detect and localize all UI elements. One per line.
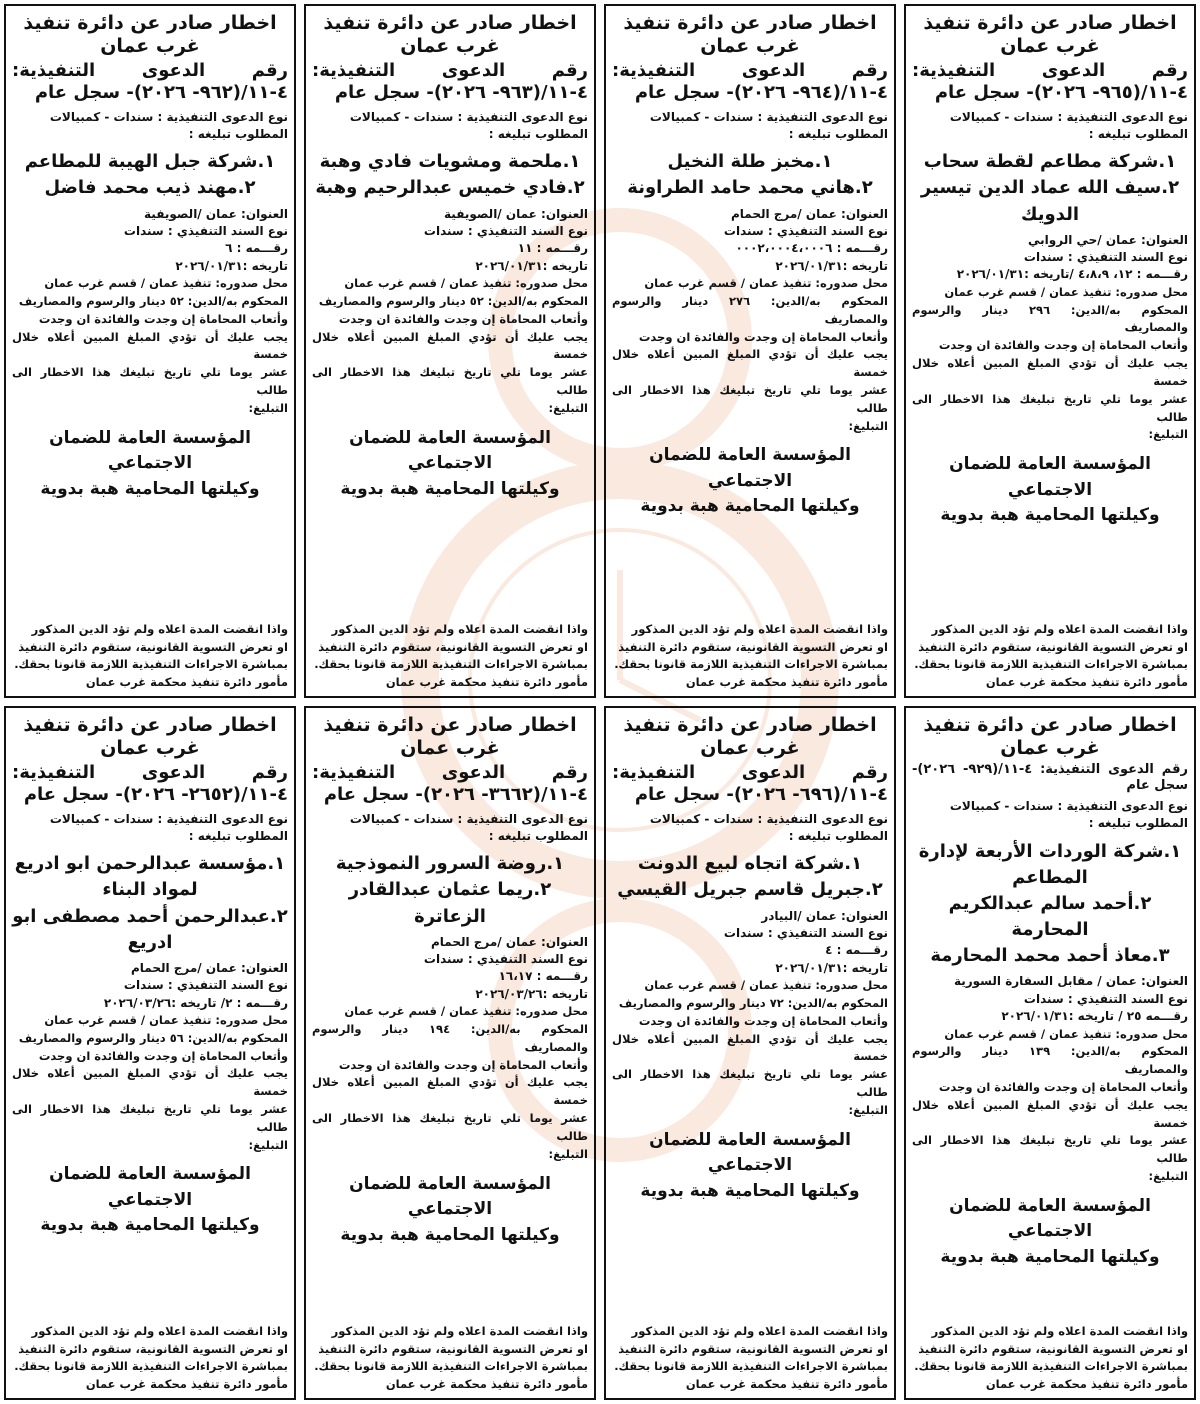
party-name: ١.شركة الوردات الأربعة لإدارة المطاعم [918,840,1182,888]
notice-closing [12,1323,288,1394]
bond-number: رقـــمه ٢٥ / تاريخه :٢٠٢٦/٠١/٣١ [1001,1009,1188,1024]
address: العنوان: عمان / مقابل السفارة السورية [953,974,1188,989]
parties-list [912,149,1188,227]
notice-body [612,977,888,1120]
case-number: رقم الدعوى التنفيذية: ٤-١١/(٩٢٩- ٢٠٢٦)- سجل عام [912,761,1188,793]
notice-title: اخطار صادر عن دائرة تنفيذ غرب عمان [23,714,277,759]
closing-line: او تعرض التسوية القانونية، ستقوم دائرة التنفيذ [18,639,288,654]
bond-date: تاريخه :٢٠٢٦/٠١/٣١ [775,960,888,975]
party-name: ٢.مهند ذيب محمد فاضل [44,177,256,199]
issue-place: محل صدوره: تنفيذ عمان / قسم غرب عمان [644,978,888,993]
notice-title: اخطار صادر عن دائرة تنفيذ غرب عمان [623,12,877,57]
issue-place: محل صدوره: تنفيذ عمان / قسم غرب عمان [344,276,588,291]
debt-amount: المحكوم به/الدين: ٥٢ دينار والرسوم والمصاريف [318,293,588,308]
notice-closing [912,621,1188,692]
requester-label: التبليغ: [548,400,588,415]
closing-line: بمباشرة الاجراءات التنفيذية اللازمة قانونا بحقك. [614,1359,888,1374]
debt-amount: المحكوم به/الدين: ١٣٩ دينار والرسوم والمصاريف [912,1044,1188,1077]
address: العنوان: عمان /الصويفية [444,206,588,221]
debt-amount: المحكوم به/الدين: ٥٦ دينار والرسوم والمصاريف [18,1030,288,1045]
notice-body [612,275,888,435]
case-type: نوع الدعوى التنفيذية : سندات - كمبيالات [349,811,588,826]
notice-closing [612,1323,888,1394]
bond-type: نوع السند التنفيذي : سندات [123,223,288,238]
case-number: رقم الدعوى التنفيذية: ٤-١١/(٩٦٥- ٢٠٢٦)- سجل عام [912,59,1188,104]
bond-number: رقـــمه : ٤ [825,943,888,958]
signature: مأمور دائرة تنفيذ محكمة غرب عمان [385,675,588,690]
signature: مأمور دائرة تنفيذ محكمة غرب عمان [85,675,288,690]
case-number: رقم الدعوى التنفيذية: ٤-١١/(٦٩٦- ٢٠٢٦)- سجل عام [612,761,888,806]
requester-label: التبليغ: [848,1102,888,1117]
address: العنوان: عمان /حي الروابي [1028,232,1188,247]
notice-closing [312,621,588,692]
obligation-line: يجب عليك أن تؤدي المبلغ المبين أعلاه خلال خمسة [312,329,588,362]
notice-card [604,706,896,1400]
requester-label: التبليغ: [1148,1169,1188,1184]
closing-line: واذا انقضت المدة اعلاه ولم تؤد الدين المذكور [31,621,288,636]
agency-name: المؤسسة العامة للضمان الاجتماعي [349,1173,551,1220]
address: العنوان: عمان /مرج الحمام [130,960,288,975]
debt-amount: المحكوم به/الدين: ٥٢ دينار والرسوم والمصاريف [18,293,288,308]
requester-label: التبليغ: [848,418,888,433]
debt-amount: المحكوم به/الدين: ١٩٤ دينار والرسوم والمصاريف [312,1022,588,1054]
notice-body [912,284,1188,444]
bond-type: نوع السند التنفيذي : سندات [1023,991,1188,1006]
issue-place: محل صدوره: تنفيذ عمان / قسم غرب عمان [944,1026,1188,1041]
requester-label: التبليغ: [548,1146,588,1161]
bond-number: رقـــمه : ٦ [225,241,288,256]
bond-type: نوع السند التنفيذي : سندات [1023,250,1188,265]
parties-list [612,149,888,201]
requester-label: التبليغ: [248,1137,288,1152]
period-line: عشر يوما تلي تاريخ تبليغك هذا الاخطار الى طالب [912,1133,1188,1166]
notice-title: اخطار صادر عن دائرة تنفيذ غرب عمان [923,714,1177,759]
notice-body [312,275,588,418]
agency-block [312,1172,588,1249]
agency-name: المؤسسة العامة للضمان الاجتماعي [49,427,251,474]
bond-number: رقـــمه : ٢/ تاريخه :٢٠٢٦/٠٣/٢٦ [103,995,288,1010]
agency-lawyer: وكيلتها المحامية هبة بدوية [40,1215,260,1236]
obligation-line: يجب عليك أن تؤدي المبلغ المبين أعلاه خلال خمسة [12,329,288,362]
party-name: ٢.سيف الله عماد الدين تيسير الدويك [920,177,1180,225]
bond-type: نوع السند التنفيذي : سندات [723,925,888,940]
agency-lawyer: وكيلتها المحامية هبة بدوية [940,1246,1160,1267]
parties-list [912,839,1188,969]
closing-line: او تعرض التسوية القانونية، ستقوم دائرة التنفيذ [918,639,1188,654]
bond-date: تاريخه :٢٠٢٦/٠١/٣١ [475,258,588,273]
period-line: عشر يوما تلي تاريخ تبليغك هذا الاخطار الى طالب [612,1067,888,1099]
signature: مأمور دائرة تنفيذ محكمة غرب عمان [685,1377,888,1392]
closing-line: بمباشرة الاجراءات التنفيذية اللازمة قانونا بحقك. [914,1359,1188,1374]
parties-list [312,149,588,201]
bond-number: رقـــمه : ١١ [517,241,588,256]
fees-line: وأتعاب المحاماة إن وجدت والفائدة ان وجدت [338,1057,588,1072]
agency-name: المؤسسة العامة للضمان الاجتماعي [949,454,1151,500]
notice-closing [912,1323,1188,1394]
notice-closing [12,621,288,692]
signature: مأمور دائرة تنفيذ محكمة غرب عمان [385,1377,588,1392]
closing-line: او تعرض التسوية القانونية، ستقوم دائرة التنفيذ [918,1341,1188,1356]
to-notify-label: المطلوب تبليغه : [188,126,288,141]
notice-title: اخطار صادر عن دائرة تنفيذ غرب عمان [923,12,1177,57]
notice-title: اخطار صادر عن دائرة تنفيذ غرب عمان [323,12,577,57]
agency-block [912,1194,1188,1271]
bond-date: تاريخه :٢٠٢٦/٠١/٣١ [175,258,288,273]
to-notify-label: المطلوب تبليغه : [788,126,888,141]
agency-block [912,452,1188,529]
fees-line: وأتعاب المحاماة إن وجدت والفائدة ان وجدت [938,1079,1188,1094]
fees-line: وأتعاب المحاماة إن وجدت والفائدة ان وجدت [638,329,888,344]
to-notify-label: المطلوب تبليغه : [788,828,888,843]
case-number: رقم الدعوى التنفيذية: ٤-١١/(٩٦٢- ٢٠٢٦)- سجل عام [12,59,288,104]
party-name: ٢.فادي خميس عبدالرحيم وهبة [315,177,585,199]
obligation-line: يجب عليك أن تؤدي المبلغ المبين أعلاه خلال خمسة [12,1066,288,1099]
obligation-line: يجب عليك أن تؤدي المبلغ المبين أعلاه خلال خمسة [312,1075,588,1108]
period-line: عشر يوما تلي تاريخ تبليغك هذا الاخطار الى طالب [12,365,288,397]
agency-block [12,1162,288,1239]
agency-lawyer: وكيلتها المحامية هبة بدوية [40,478,260,499]
closing-line: واذا انقضت المدة اعلاه ولم تؤد الدين المذكور [631,1323,888,1338]
to-notify-label: المطلوب تبليغه : [488,126,588,141]
agency-name: المؤسسة العامة للضمان الاجتماعي [949,1195,1151,1242]
case-type: نوع الدعوى التنفيذية : سندات - كمبيالات [49,811,288,826]
closing-line: او تعرض التسوية القانونية، ستقوم دائرة التنفيذ [618,639,888,654]
debt-amount: المحكوم به/الدين: ٢٩٦ دينار والرسوم والمصاريف [912,302,1188,335]
address: العنوان: عمان /مرج الحمام [730,206,888,221]
party-name: ١.مخبز طلة النخيل [667,151,833,173]
notice-card [4,706,296,1400]
party-name: ١.شركة جبل الهيبة للمطاعم [24,151,276,173]
agency-block [12,426,288,503]
closing-line: واذا انقضت المدة اعلاه ولم تؤد الدين المذكور [931,621,1188,636]
closing-line: او تعرض التسوية القانونية، ستقوم دائرة التنفيذ [618,1341,888,1356]
closing-line: او تعرض التسوية القانونية، ستقوم دائرة التنفيذ [318,639,588,654]
period-line: عشر يوما تلي تاريخ تبليغك هذا الاخطار الى طالب [312,365,588,397]
closing-line: بمباشرة الاجراءات التنفيذية اللازمة قانونا بحقك. [314,657,588,672]
bond-type: نوع السند التنفيذي : سندات [123,978,288,993]
case-number: رقم الدعوى التنفيذية: ٤-١١/(٣٦٦٢- ٢٠٢٦)- سجل عام [312,761,588,806]
signature: مأمور دائرة تنفيذ محكمة غرب عمان [85,1377,288,1392]
address: العنوان: عمان /البيادر [761,908,888,923]
fees-line: وأتعاب المحاماة إن وجدت والفائدة ان وجدت [38,1048,288,1063]
period-line: عشر يوما تلي تاريخ تبليغك هذا الاخطار الى طالب [12,1101,288,1134]
case-type: نوع الدعوى التنفيذية : سندات - كمبيالات [649,811,888,826]
address: العنوان: عمان /مرج الحمام [430,934,588,949]
case-number: رقم الدعوى التنفيذية: ٤-١١/(٩٦٣- ٢٠٢٦)- سجل عام [312,59,588,104]
notice-card [904,4,1196,698]
party-name: ١.شركة مطاعم لقطة سحاب [923,151,1177,173]
notice-title: اخطار صادر عن دائرة تنفيذ غرب عمان [623,714,877,759]
bond-number: رقـــمه : ٠٠٠٢،٠٠٠٤،٠٠٠٦ [735,241,888,256]
fees-line: وأتعاب المحاماة إن وجدت والفائدة ان وجدت [38,311,288,326]
case-type: نوع الدعوى التنفيذية : سندات - كمبيالات [949,799,1188,814]
debt-amount: المحكوم به/الدين: ٧٢ دينار والرسوم والمصاريف [618,995,888,1010]
closing-line: واذا انقضت المدة اعلاه ولم تؤد الدين المذكور [31,1323,288,1338]
issue-place: محل صدوره: تنفيذ عمان / قسم غرب عمان [44,276,288,291]
notice-card [904,706,1196,1400]
parties-list [312,851,588,929]
signature: مأمور دائرة تنفيذ محكمة غرب عمان [685,675,888,690]
agency-block [312,426,588,503]
notices-grid [4,4,1196,1400]
closing-line: او تعرض التسوية القانونية، ستقوم دائرة التنفيذ [318,1341,588,1356]
party-name: ٣.معاذ أحمد محمد المحارمة [930,945,1170,967]
issue-place: محل صدوره: تنفيذ عمان / قسم غرب عمان [944,284,1188,299]
agency-lawyer: وكيلتها المحامية هبة بدوية [640,496,860,517]
party-name: ١.روضة السرور النموذجية [335,853,565,875]
issue-place: محل صدوره: تنفيذ عمان / قسم غرب عمان [44,1012,288,1027]
requester-label: التبليغ: [1148,427,1188,442]
closing-line: واذا انقضت المدة اعلاه ولم تؤد الدين المذكور [631,621,888,636]
notice-card [304,4,596,698]
signature: مأمور دائرة تنفيذ محكمة غرب عمان [985,1377,1188,1392]
fees-line: وأتعاب المحاماة إن وجدت والفائدة ان وجدت [338,311,588,326]
agency-block [612,443,888,520]
notice-body [12,1012,288,1155]
agency-name: المؤسسة العامة للضمان الاجتماعي [649,1129,851,1176]
bond-date: تاريخه :٢٠٢٦/٠٣/٢٦ [475,986,588,1001]
to-notify-label: المطلوب تبليغه : [1088,816,1188,831]
closing-line: بمباشرة الاجراءات التنفيذية اللازمة قانونا بحقك. [14,1359,288,1374]
notice-title: اخطار صادر عن دائرة تنفيذ غرب عمان [323,714,577,759]
to-notify-label: المطلوب تبليغه : [1088,126,1188,141]
requester-label: التبليغ: [248,400,288,415]
notice-body [12,275,288,418]
fees-line: وأتعاب المحاماة إن وجدت والفائدة ان وجدت [638,1013,888,1028]
issue-place: محل صدوره: تنفيذ عمان / قسم غرب عمان [644,276,888,291]
closing-line: بمباشرة الاجراءات التنفيذية اللازمة قانونا بحقك. [914,657,1188,672]
period-line: عشر يوما تلي تاريخ تبليغك هذا الاخطار الى طالب [312,1111,588,1143]
agency-name: المؤسسة العامة للضمان الاجتماعي [649,445,851,491]
case-number: رقم الدعوى التنفيذية: ٤-١١/(٩٦٤- ٢٠٢٦)- سجل عام [612,59,888,104]
notice-closing [612,621,888,692]
agency-name: المؤسسة العامة للضمان الاجتماعي [349,427,551,474]
agency-lawyer: وكيلتها المحامية هبة بدوية [340,1224,560,1245]
address: العنوان: عمان /الصويفية [144,206,288,221]
notice-title: اخطار صادر عن دائرة تنفيذ غرب عمان [23,12,277,57]
bond-type: نوع السند التنفيذي : سندات [723,223,888,238]
notice-card [4,4,296,698]
to-notify-label: المطلوب تبليغه : [188,828,288,843]
notice-body [312,1003,588,1163]
closing-line: او تعرض التسوية القانونية، ستقوم دائرة التنفيذ [18,1341,288,1356]
debt-amount: المحكوم به/الدين: ٢٧٦ دينار والرسوم والمصاريف [612,293,888,326]
obligation-line: يجب عليك أن تؤدي المبلغ المبين أعلاه خلال خمسة [912,356,1188,388]
notice-closing [312,1323,588,1394]
case-type: نوع الدعوى التنفيذية : سندات - كمبيالات [949,109,1188,124]
notice-body [912,1026,1188,1186]
signature: مأمور دائرة تنفيذ محكمة غرب عمان [985,675,1188,690]
closing-line: بمباشرة الاجراءات التنفيذية اللازمة قانونا بحقك. [314,1359,588,1374]
bond-type: نوع السند التنفيذي : سندات [423,223,588,238]
agency-name: المؤسسة العامة للضمان الاجتماعي [49,1164,251,1210]
agency-lawyer: وكيلتها المحامية هبة بدوية [340,478,560,499]
case-type: نوع الدعوى التنفيذية : سندات - كمبيالات [49,109,288,124]
parties-list [12,851,288,955]
case-number: رقم الدعوى التنفيذية: ٤-١١/(٢٦٥٢- ٢٠٢٦)- سجل عام [12,761,288,806]
parties-list [612,851,888,903]
party-name: ١.شركة اتجاه لبيع الدونت [637,853,863,875]
case-type: نوع الدعوى التنفيذية : سندات - كمبيالات [649,109,888,124]
party-name: ٢.أحمد سالم عبدالكريم المحارمة [948,893,1152,941]
case-type: نوع الدعوى التنفيذية : سندات - كمبيالات [349,109,588,124]
party-name: ٢.جبريل قاسم جبريل القيسي [617,879,883,901]
party-name: ٢.ريما عثمان عبدالقادر الزعاترة [348,879,552,927]
to-notify-label: المطلوب تبليغه : [488,828,588,843]
closing-line: بمباشرة الاجراءات التنفيذية اللازمة قانونا بحقك. [14,657,288,672]
obligation-line: يجب عليك أن تؤدي المبلغ المبين أعلاه خلال خمسة [612,347,888,380]
bond-number: رقـــمه : ١٦،١٧ [498,969,588,984]
party-name: ٢.هاني محمد حامد الطراونة [627,177,873,199]
closing-line: بمباشرة الاجراءات التنفيذية اللازمة قانونا بحقك. [614,657,888,672]
obligation-line: يجب عليك أن تؤدي المبلغ المبين أعلاه خلال خمسة [912,1097,1188,1130]
agency-lawyer: وكيلتها المحامية هبة بدوية [940,505,1160,526]
agency-lawyer: وكيلتها المحامية هبة بدوية [640,1180,860,1201]
issue-place: محل صدوره: تنفيذ عمان / قسم غرب عمان [344,1004,588,1019]
party-name: ٢.عبدالرحمن أحمد مصطفى ابو ادريع [12,905,288,953]
party-name: ١.مؤسسة عبدالرحمن ابو ادريع لمواد البناء [14,853,286,901]
period-line: عشر يوما تلي تاريخ تبليغك هذا الاخطار الى طالب [612,383,888,415]
notice-card [604,4,896,698]
bond-type: نوع السند التنفيذي : سندات [423,952,588,967]
party-name: ١.ملحمة ومشويات فادي وهبة [319,151,581,173]
closing-line: واذا انقضت المدة اعلاه ولم تؤد الدين المذكور [331,621,588,636]
closing-line: واذا انقضت المدة اعلاه ولم تؤد الدين المذكور [931,1323,1188,1338]
obligation-line: يجب عليك أن تؤدي المبلغ المبين أعلاه خلال خمسة [612,1031,888,1064]
period-line: عشر يوما تلي تاريخ تبليغك هذا الاخطار الى طالب [912,391,1188,424]
bond-date: تاريخه :٢٠٢٦/٠١/٣١ [775,258,888,273]
closing-line: واذا انقضت المدة اعلاه ولم تؤد الدين المذكور [331,1323,588,1338]
agency-block [612,1128,888,1205]
notice-card [304,706,596,1400]
fees-line: وأتعاب المحاماة إن وجدت والفائدة ان وجدت [938,338,1188,353]
bond-number: رقـــمه : ١٢، ٤،٨،٩ /تاريخه :٢٠٢٦/٠١/٣١ [956,267,1188,282]
parties-list [12,149,288,201]
